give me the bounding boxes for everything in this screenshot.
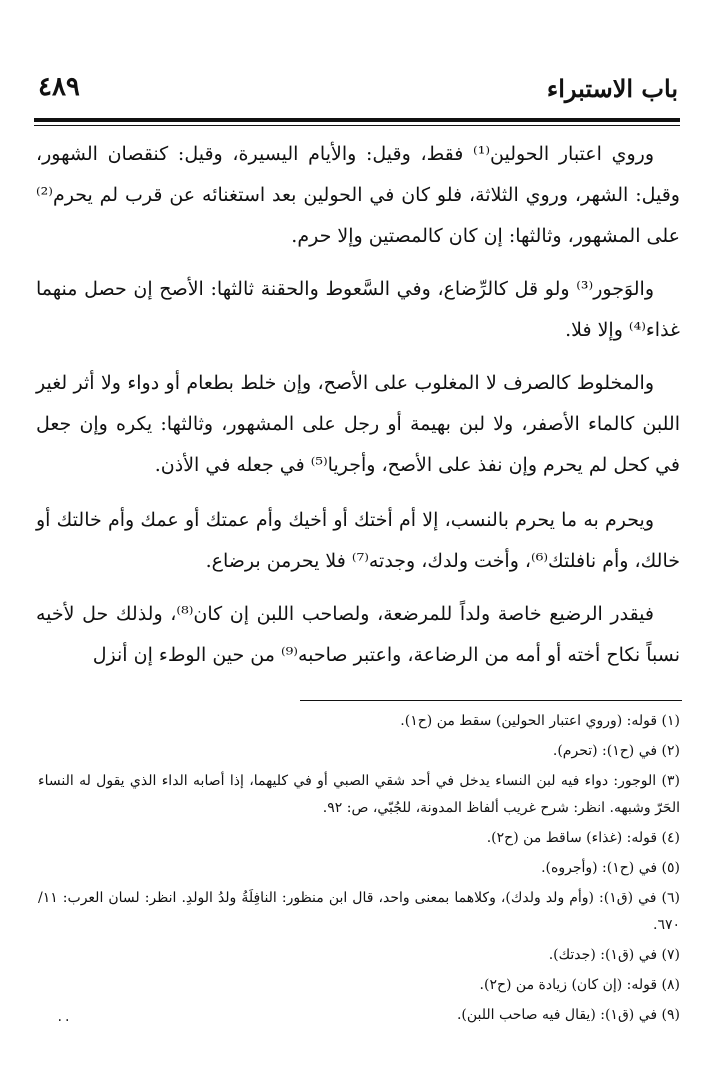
- margin-mark: ٠٠: [56, 1012, 72, 1028]
- paragraph: والوَجور⁽³⁾ ولو قل كالرِّضاع، وفي السَّعوط والحقنة ثالثها: الأصح إن حصل منهما غذاء⁽⁴⁾ وإلا فلا.: [36, 278, 680, 341]
- paragraph: وروي اعتبار الحولين⁽¹⁾ فقط، وقيل: والأيام اليسيرة، وقيل: كنقصان الشهور، وقيل: الشهر، وروي الثلاثة، فلو كان في الحولين بعد استغنائه عن قرب لم يحرم⁽²⁾ على المشهور، وثالثها: إن كان كالمصتين وإلا حرم.: [36, 143, 680, 247]
- footnote: (٣) الوجور: دواء فيه لبن النساء يدخل في أحد شقي الصبي أو في كليهما، إذا أصابه الداء الذي يقول له النساء الحَرّ وشبهه. انظر: شرح غريب ألفاظ المدونة، للجُبّي، ص: ٩٢.: [38, 773, 680, 816]
- paragraph: ويحرم به ما يحرم بالنسب، إلا أم أختك أو أخيك وأم عمتك أو عمك وأم خالتك أو خالك، وأم نافلتك⁽⁶⁾، وأخت ولدك، وجدته⁽⁷⁾ فلا يحرمن برضاع.: [36, 509, 680, 572]
- paragraph: فيقدر الرضيع خاصة ولداً للمرضعة، ولصاحب اللبن إن كان⁽⁸⁾، ولذلك حل لأخيه نسباً نكاح أخته أو أمه من الرضاعة، واعتبر صاحبه⁽⁹⁾ من حين الوطء إن أنزل: [36, 603, 680, 666]
- header-rule-secondary: [34, 125, 680, 126]
- footnote: (٨) قوله: (إن كان) زيادة من (ح٢).: [479, 977, 680, 993]
- footnotes: [38, 708, 680, 1032]
- footnote: (٦) في (ق١): (وأم ولد ولدك)، وكلاهما بمعنى واحد، قال ابن منظور: النافِلَةُ ولدُ الولدِ. انظر: لسان العرب: ١١/ ٦٧٠.: [38, 890, 680, 933]
- footnote: (٩) في (ق١): (يقال فيه صاحب اللبن).: [456, 1007, 680, 1023]
- footnote: (٥) في (ح١): (وأجروه).: [541, 860, 680, 876]
- page-header: [36, 72, 678, 112]
- footnote: (٤) قوله: (غذاء) ساقط من (ح٢).: [486, 830, 680, 846]
- header-rule: [34, 118, 680, 122]
- paragraph: والمخلوط كالصرف لا المغلوب على الأصح، وإن خلط بطعام أو دواء ولا أثر لغير اللبن كالماء الأصفر، ولا لبن بهيمة أو رجل على المشهور، وثالثها: يكره وإن جعل في كحل لم يحرم وإن نفذ على الأصح، وأجريا⁽⁵⁾ في جعله في الأذن.: [36, 372, 680, 476]
- main-text: [36, 134, 680, 688]
- footnote-separator: [300, 700, 682, 701]
- footnote: (٢) في (ح١): (تحرم).: [552, 743, 680, 759]
- chapter-title: باب الاستبراء: [546, 74, 678, 103]
- footnote: (١) قوله: (وروي اعتبار الحولين) سقط من (ح١).: [400, 713, 680, 729]
- page-number: ٤٨٩: [38, 72, 80, 102]
- footnote: (٧) في (ق١): (جدتك).: [548, 947, 680, 963]
